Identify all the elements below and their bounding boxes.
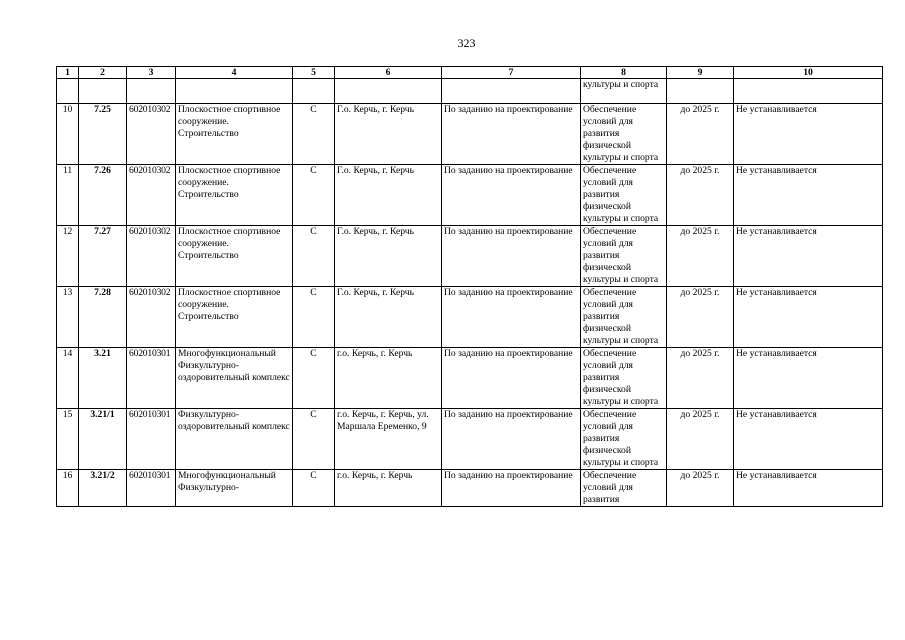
- cell-object-name: Многофункциональный Физкультурно-оздоровительный комплекс: [176, 348, 293, 409]
- cell-classifier-code: 602010301: [127, 470, 176, 507]
- cell-classifier-code: 602010302: [127, 104, 176, 165]
- cell-row-number: 16: [57, 470, 79, 507]
- cell-location: г.о. Керчь, г. Керчь: [335, 470, 442, 507]
- cell-object-code: 7.26: [79, 165, 127, 226]
- cell-purpose: Обеспечение условий для развития физической культуры и спорта: [581, 165, 667, 226]
- table-row: [57, 409, 883, 470]
- cell-location: г.о. Керчь, г. Керчь, ул. Маршала Еременко, 9: [335, 409, 442, 470]
- cell-zone: Не устанавливается: [734, 470, 883, 507]
- cell-location: Г.о. Керчь, г. Керчь: [335, 287, 442, 348]
- table-row: [57, 104, 883, 165]
- column-header: 1: [57, 67, 79, 79]
- cell-location: г.о. Керчь, г. Керчь: [335, 348, 442, 409]
- cell-purpose-continued: культуры и спорта: [581, 79, 667, 104]
- cell-object-type: С: [293, 226, 335, 287]
- cell-term: до 2025 г.: [667, 470, 734, 507]
- cell-basis: По заданию на проектирование: [442, 226, 581, 287]
- table-row: [57, 470, 883, 507]
- column-number-row: [57, 67, 883, 79]
- cell-empty: [176, 79, 293, 104]
- cell-row-number: 12: [57, 226, 79, 287]
- table-row: [57, 226, 883, 287]
- column-header: 2: [79, 67, 127, 79]
- cell-object-code: 3.21/1: [79, 409, 127, 470]
- page-number: 323: [457, 36, 476, 50]
- cell-classifier-code: 602010301: [127, 348, 176, 409]
- cell-zone: Не устанавливается: [734, 104, 883, 165]
- column-header: 5: [293, 67, 335, 79]
- cell-zone: Не устанавливается: [734, 165, 883, 226]
- cell-classifier-code: 602010302: [127, 287, 176, 348]
- cell-object-name: Плоскостное спортивное сооружение. Строительство: [176, 287, 293, 348]
- cell-zone: Не устанавливается: [734, 226, 883, 287]
- table-row: [57, 287, 883, 348]
- column-header: 8: [581, 67, 667, 79]
- cell-basis: По заданию на проектирование: [442, 348, 581, 409]
- cell-basis: По заданию на проектирование: [442, 104, 581, 165]
- cell-empty: [127, 79, 176, 104]
- cell-row-number: 15: [57, 409, 79, 470]
- cell-object-type: С: [293, 409, 335, 470]
- table-row: [57, 348, 883, 409]
- cell-object-name: Многофункциональный Физкультурно-: [176, 470, 293, 507]
- cell-location: Г.о. Керчь, г. Керчь: [335, 104, 442, 165]
- cell-classifier-code: 602010301: [127, 409, 176, 470]
- cell-basis: По заданию на проектирование: [442, 409, 581, 470]
- column-header: 9: [667, 67, 734, 79]
- cell-classifier-code: 602010302: [127, 226, 176, 287]
- column-header: 6: [335, 67, 442, 79]
- cell-empty: [734, 79, 883, 104]
- cell-term: до 2025 г.: [667, 409, 734, 470]
- cell-basis: По заданию на проектирование: [442, 470, 581, 507]
- cell-row-number: 11: [57, 165, 79, 226]
- cell-empty: [335, 79, 442, 104]
- column-header: 3: [127, 67, 176, 79]
- cell-object-type: С: [293, 165, 335, 226]
- cell-object-type: С: [293, 104, 335, 165]
- cell-empty: [667, 79, 734, 104]
- cell-location: Г.о. Керчь, г. Керчь: [335, 165, 442, 226]
- cell-classifier-code: 602010302: [127, 165, 176, 226]
- cell-object-name: Плоскостное спортивное сооружение. Строительство: [176, 104, 293, 165]
- cell-row-number: 14: [57, 348, 79, 409]
- column-header: 10: [734, 67, 883, 79]
- cell-object-name: Плоскостное спортивное сооружение. Строительство: [176, 226, 293, 287]
- cell-row-number: 13: [57, 287, 79, 348]
- cell-object-code: 7.25: [79, 104, 127, 165]
- cell-object-type: С: [293, 287, 335, 348]
- column-header: 7: [442, 67, 581, 79]
- cell-basis: По заданию на проектирование: [442, 287, 581, 348]
- cell-term: до 2025 г.: [667, 165, 734, 226]
- cell-object-code: 7.28: [79, 287, 127, 348]
- cell-purpose: Обеспечение условий для развития физической культуры и спорта: [581, 409, 667, 470]
- cell-zone: Не устанавливается: [734, 287, 883, 348]
- objects-table: [56, 66, 883, 507]
- cell-object-name: Физкультурно-оздоровительный комплекс: [176, 409, 293, 470]
- column-header: 4: [176, 67, 293, 79]
- cell-empty: [79, 79, 127, 104]
- cell-object-code: 7.27: [79, 226, 127, 287]
- cell-object-code: 3.21/2: [79, 470, 127, 507]
- table-row: [57, 165, 883, 226]
- cell-location: Г.о. Керчь, г. Керчь: [335, 226, 442, 287]
- cell-basis: По заданию на проектирование: [442, 165, 581, 226]
- cell-zone: Не устанавливается: [734, 409, 883, 470]
- cell-term: до 2025 г.: [667, 226, 734, 287]
- cell-purpose: Обеспечение условий для развития физической культуры и спорта: [581, 348, 667, 409]
- cell-object-type: С: [293, 470, 335, 507]
- cell-object-code: 3.21: [79, 348, 127, 409]
- cell-term: до 2025 г.: [667, 104, 734, 165]
- cell-empty: [57, 79, 79, 104]
- cell-purpose: Обеспечение условий для развития физической культуры и спорта: [581, 226, 667, 287]
- cell-empty: [442, 79, 581, 104]
- cell-purpose: Обеспечение условий для развития физической культуры и спорта: [581, 287, 667, 348]
- cell-zone: Не устанавливается: [734, 348, 883, 409]
- cell-row-number: 10: [57, 104, 79, 165]
- cell-object-name: Плоскостное спортивное сооружение. Строительство: [176, 165, 293, 226]
- cell-object-type: С: [293, 348, 335, 409]
- continuation-row: [57, 79, 883, 104]
- cell-term: до 2025 г.: [667, 287, 734, 348]
- cell-term: до 2025 г.: [667, 348, 734, 409]
- cell-purpose: Обеспечение условий для развития физической культуры и спорта: [581, 104, 667, 165]
- cell-purpose: Обеспечение условий для развития: [581, 470, 667, 507]
- cell-empty: [293, 79, 335, 104]
